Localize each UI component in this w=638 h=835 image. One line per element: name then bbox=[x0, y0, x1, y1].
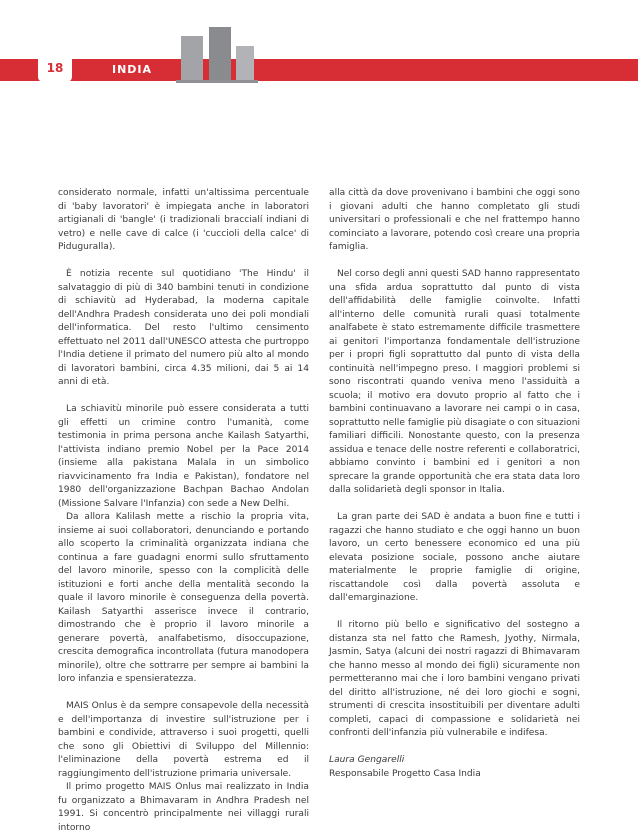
paragraph: La gran parte dei SAD è andata a buon fine e tutti i ragazzi che hanno studiato e che oggi hanno un buon lavoro, un certo benessere economico ed una più elevata posizione sociale, possono anche aiutare materialmente le proprie famiglie di origine, riscattandole così dalla povertà assoluta e dall'emarginazione. bbox=[329, 512, 580, 603]
page-number: 18 bbox=[38, 54, 72, 82]
signature-name: Laura Gengarelli bbox=[329, 755, 405, 765]
paragraph: MAIS Onlus è da sempre consapevole della necessità e dell'importanza di investire sull'istruzione per i bambini e condivide, attraverso i suoi progetti, quelli che sono gli Obiettivi di Sviluppo del Millennio: l'eliminazione della povertà estrema ed il raggiungimento dell'istruzione primaria universale. bbox=[58, 701, 309, 779]
header-band bbox=[0, 59, 638, 81]
right-column bbox=[329, 187, 580, 781]
paragraph: Nel corso degli anni questi SAD hanno rappresentato una sfida ardua soprattutto dal punto di vista dell'affidabilità delle famiglie coinvolte. Infatti all'interno delle comunità rurali quasi totalmente analfabete è stato estremamente difficile trasmettere ai genitori l'importanza fondamentale dell'istruzione per i propri figli soprattutto dal punto di vista della continuità nell'impegno preso. I maggiori problemi si sono riscontrati quando veniva meno l'assiduità a scuola; il motivo era dovuto proprio al fatto che i bambini continuavano a lavorare nei campi o in casa, soprattutto nelle famiglie più disagiate o con situazioni familiari difficili. Nonostante questo, con la presenza assidua e tenace delle nostre referenti e collaboratrici, abbiamo convinto i bambini ed i genitori a non sprecare la grande opportunità che era stata data loro dalla solidarietà degli sponsor in Italia. bbox=[329, 269, 580, 495]
section-title: INDIA bbox=[112, 63, 153, 76]
decorative-bar-graphic bbox=[209, 27, 231, 80]
signature-role: Responsabile Progetto Casa India bbox=[329, 768, 481, 779]
paragraph: considerato normale, infatti un'altissima percentuale di 'baby lavoratori' è impiegata anche in laboratori artigianali di 'bangle' (i tradizionali braccialí indiani di vetro) e nelle cave di calce (i 'cuccioli della calce' di Piduguralla). bbox=[58, 188, 309, 252]
paragraph: La schiavitù minorile può essere considerata a tutti gli effetti un crimine contro l'umanità, come testimonia in prima persona anche Kailash Satyarthi, l'attivista indiano premio Nobel per la Pace 2014 (insieme alla pakistana Malala in un simbolico riavvicinamento fra India e Pakistan), fondatore nel 1980 dell'organizzazione Bachpan Bachao Andolan (Missione Salvare l'Infanzia) con sede a New Delhi. bbox=[58, 404, 309, 509]
decorative-bar-graphic bbox=[181, 36, 203, 80]
left-column bbox=[58, 187, 309, 835]
decorative-bar-graphic bbox=[236, 46, 254, 80]
paragraph: Il primo progetto MAIS Onlus mai realizzato in India fu organizzato a Bhimavaram in Andhra Pradesh nel 1991. Si concentrò principalmente nei villaggi rurali intorno bbox=[58, 782, 309, 833]
paragraph: Da allora Kalilash mette a rischio la propria vita, insieme ai suoi collaboratori, denunciando e portando allo scoperto la criminalità organizzata indiana che continua a fare guadagni enormi sullo sfruttamento del lavoro minorile, spesso con la complicità delle istituzioni e forti anche della mentalità secondo la quale il lavoro minorile è conseguenza della povertà. Kailash Satyarthi asserisce invece il contrario, dimostrando che è proprio il lavoro minorile a generare povertà, analfabetismo, disoccupazione, crescita demografica incontrollata (futura manodopera minorile), oltre che sottrarre per sempre ai bambini la loro infanzia e spensieratezza. bbox=[58, 512, 309, 684]
decorative-bar-base bbox=[176, 80, 258, 83]
paragraph: È notizia recente sul quotidiano 'The Hindu' il salvataggio di più di 340 bambini tenuti in condizione di schiavitù ad Hyderabad, la moderna capitale dell'Andhra Pradesh considerata uno dei poli mondiali dell'informatica. Del resto l'ultimo censimento effettuato nel 2011 dall'UNESCO attesta che purtroppo l'India detiene il primato del numero più alto al mondo di lavoratori bambini, circa 4.35 milioni, dai 5 ai 14 anni di età. bbox=[58, 269, 309, 387]
paragraph: Il ritorno più bello e significativo del sostegno a distanza sta nel fatto che Ramesh, Jyothy, Nirmala, Jasmin, Satya (alcuni dei nostri ragazzi di Bhimavaram che hanno messo al mondo dei figli) sicuramente non permetteranno mai che i loro bambini vengano privati del diritto all'istruzione, né dei loro giochi e sogni, strumenti di crescita insostituibili per diventare adulti completi, capaci di compassione e solidarietà nei confronti dell'infanzia più vulnerabile e indifesa. bbox=[329, 620, 580, 738]
paragraph: alla città da dove provenivano i bambini che oggi sono i giovani adulti che hanno completato gli studi universitari o professionali e che nel frattempo hanno cominciato a lavorare, potendo così creare una propria famiglia. bbox=[329, 188, 580, 252]
